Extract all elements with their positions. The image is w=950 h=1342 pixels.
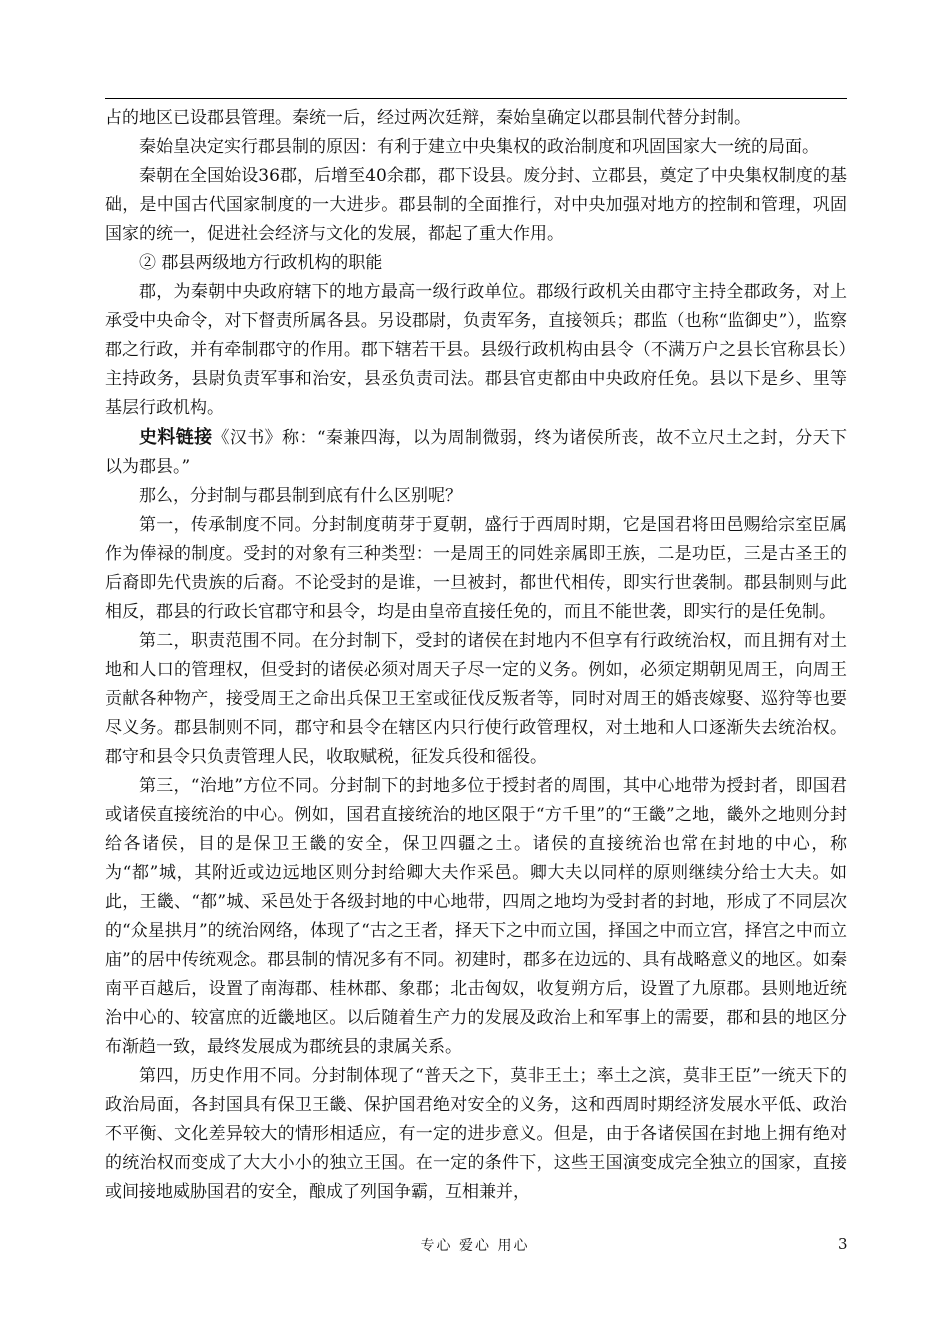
page-number: 3 <box>838 1235 848 1253</box>
paragraph: 占的地区已设郡县管理。秦统一后，经过两次廷辩，秦始皇确定以郡县制代替分封制。 <box>105 108 751 128</box>
source-link-paragraph <box>105 423 847 482</box>
paragraph: 秦始皇决定实行郡县制的原因：有利于建立中央集权的政治制度和巩固国家大一统的局面。 <box>139 137 819 157</box>
paragraph: 郡，为秦朝中央政府辖下的地方最高一级行政单位。郡级行政机关由郡守主持全郡政务，对上承受中央命令，对下督责所属各县。另设郡尉，负责军务，直接领兵；郡监（也称“监御史”），监察郡之行政，并有牵制郡守的作用。郡下辖若干县。县级行政机构由县令（不满万户之县长官称县长）主持政务，县尉负责军事和治安，县丞负责司法。郡县官吏都由中央政府任免。县以下是乡、里等基层行政机构。 <box>105 282 847 418</box>
page-footer <box>0 1235 950 1255</box>
header-rule <box>105 98 847 99</box>
page-body <box>105 104 847 1207</box>
paragraph: 秦朝在全国始设36郡，后增至40余郡，郡下设县。废分封、立郡县，奠定了中央集权制度的基础，是中国古代国家制度的一大进步。郡县制的全面推行，对中央加强对地方的控制和管理，巩固国家的统一，促进社会经济与文化的发展，都起了重大作用。 <box>105 166 847 244</box>
paragraph: 那么，分封制与郡县制到底有什么区别呢？ <box>139 486 462 506</box>
paragraph: 第一，传承制度不同。分封制度萌芽于夏朝，盛行于西周时期，它是国君将田邑赐给宗室臣属作为俸禄的制度。受封的对象有三种类型：一是周王的同姓亲属即王族，二是功臣，三是古圣王的后裔即先代贵族的后裔。不论受封的是谁，一旦被封，都世代相传，即实行世袭制。郡县制则与此相反，郡县的行政长官郡守和县令，均是由皇帝直接任免的，而且不能世袭，即实行的是任免制。 <box>105 515 847 622</box>
paragraph: 第二，职责范围不同。在分封制下，受封的诸侯在封地内不但享有行政统治权，而且拥有对土地和人口的管理权，但受封的诸侯必须对周天子尽一定的义务。例如，必须定期朝见周王，向周王贡献各种物产，接受周王之命出兵保卫王室或征伐反叛者等，同时对周王的婚丧嫁娶、巡狩等也要尽义务。郡县制则不同，郡守和县令在辖区内只行使行政管理权，对土地和人口逐渐失去统治权。郡守和县令只负责管理人民，收取赋税，征发兵役和徭役。 <box>105 631 847 767</box>
footer-motto: 专心 爱心 用心 <box>420 1238 530 1254</box>
section-heading: ② 郡县两级地方行政机构的职能 <box>139 253 383 273</box>
source-link-label: 史料链接 <box>139 427 213 448</box>
paragraph: 第三，“治地”方位不同。分封制下的封地多位于授封者的周围，其中心地带为授封者，即国君或诸侯直接统治的中心。例如，国君直接统治的地区限于“方千里”的“王畿”之地，畿外之地则分封给各诸侯，目的是保卫王畿的安全，保卫四疆之土。诸侯的直接统治也常在封地的中心，称为“都”城，其附近或边远地区则分封给卿大夫作采邑。卿大夫以同样的原则继续分给士大夫。如此，王畿、“都”城、采邑处于各级封地的中心地带，四周之地均为受封者的封地，形成了不同层次的“众星拱月”的统治网络，体现了“古之王者，择天下之中而立国，择国之中而立宫，择宫之中而立庙”的居中传统观念。郡县制的情况多有不同。初建时，郡多在边远的、具有战略意义的地区。如秦南平百越后，设置了南海郡、桂林郡、象郡；北击匈奴，收复朔方后，设置了九原郡。县则地近统治中心的、较富庶的近畿地区。以后随着生产力的发展及政治上和军事上的需要，郡和县的地区分布渐趋一致，最终发展成为郡统县的隶属关系。 <box>105 776 847 1057</box>
source-link-text: 《汉书》称：“秦兼四海，以为周制微弱，终为诸侯所丧，故不立尺土之封，分天下以为郡县。” <box>105 428 847 477</box>
paragraph: 第四，历史作用不同。分封制体现了“普天之下，莫非王土；率土之滨，莫非王臣”一统天下的政治局面，各封国具有保卫王畿、保护国君绝对安全的义务，这和西周时期经济发展水平低、政治不平衡、文化差异较大的情形相适应，有一定的进步意义。但是，由于各诸侯国在封地上拥有绝对的统治权而变成了大大小小的独立王国。在一定的条件下，这些王国演变成完全独立的国家，直接或间接地威胁国君的安全，酿成了列国争霸，互相兼并， <box>105 1066 847 1202</box>
